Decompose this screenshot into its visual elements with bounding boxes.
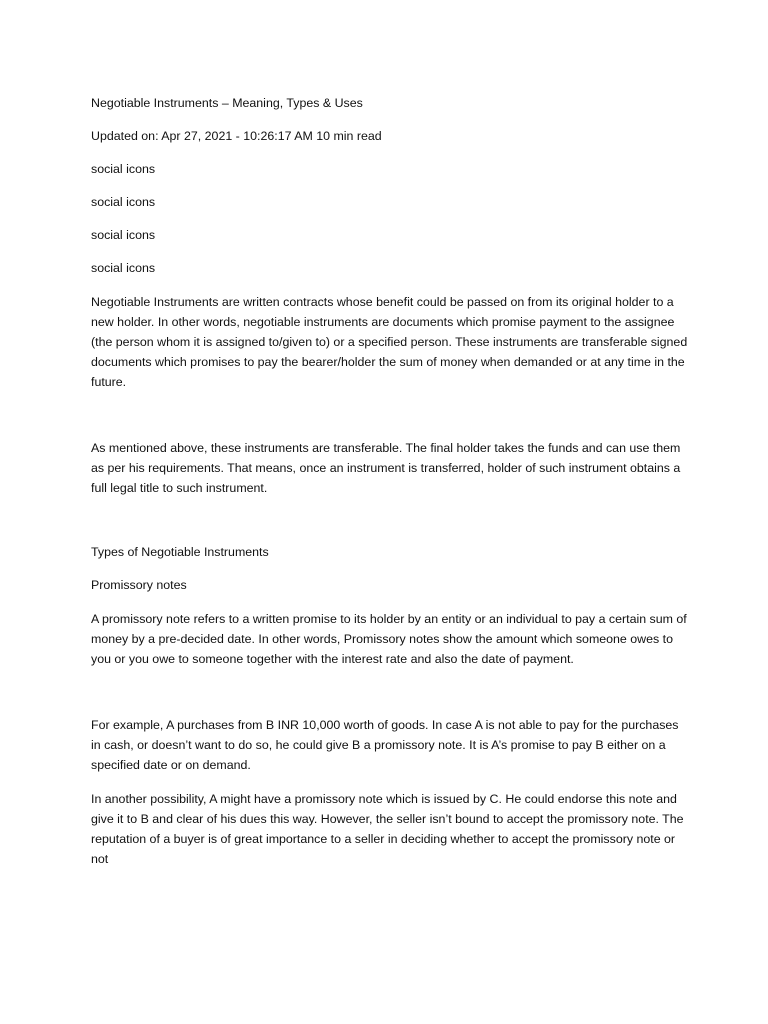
intro-paragraph: Negotiable Instruments are written contracts whose benefit could be passed on from its original holder to a new holder. In other words, negotiable instruments are documents which promise payment to the assignee (the person whom it is assigned to/given to) or a specified person. These instruments are transferable signed documents which promises to pay the bearer/holder the sum of money when demanded or at any time in the future. <box>91 295 688 389</box>
example-paragraph: For example, A purchases from B INR 10,000 worth of goods. In case A is not able to pay for the purchases in cash, or doesn’t want to do so, he could give B a promissory note. It is A’s promise to pay B either on a specified date or on demand. <box>91 718 679 772</box>
updated-meta: Updated on: Apr 27, 2021 - 10:26:17 AM 10 min read <box>91 129 382 143</box>
social-icons-label: social icons <box>91 162 156 176</box>
social-icons-label: social icons <box>91 195 156 209</box>
document-page <box>91 93 691 869</box>
promissory-definition-paragraph: A promissory note refers to a written promise to its holder by an entity or an individual to pay a certain sum of money by a pre-decided date. In other words, Promissory notes show the amount which someone owes to you or you owe to someone together with the interest rate and also the date of payment. <box>91 612 687 666</box>
endorsement-paragraph: In another possibility, A might have a promissory note which is issued by C. He could endorse this note and give it to B and clear of his dues this way. However, the seller isn’t bound to accept the promissory note. The reputation of a buyer is of great importance to a seller in deciding whether to accept the promissory note or not <box>91 792 684 866</box>
document-title: Negotiable Instruments – Meaning, Types & Uses <box>91 96 363 110</box>
social-icons-label: social icons <box>91 261 156 275</box>
transferable-paragraph: As mentioned above, these instruments are transferable. The final holder takes the funds and can use them as per his requirements. That means, once an instrument is transferred, holder of such instrument obtains a full legal title to such instrument. <box>91 441 681 495</box>
section-heading: Types of Negotiable Instruments <box>91 545 269 559</box>
social-icons-label: social icons <box>91 228 156 242</box>
subheading: Promissory notes <box>91 578 187 592</box>
